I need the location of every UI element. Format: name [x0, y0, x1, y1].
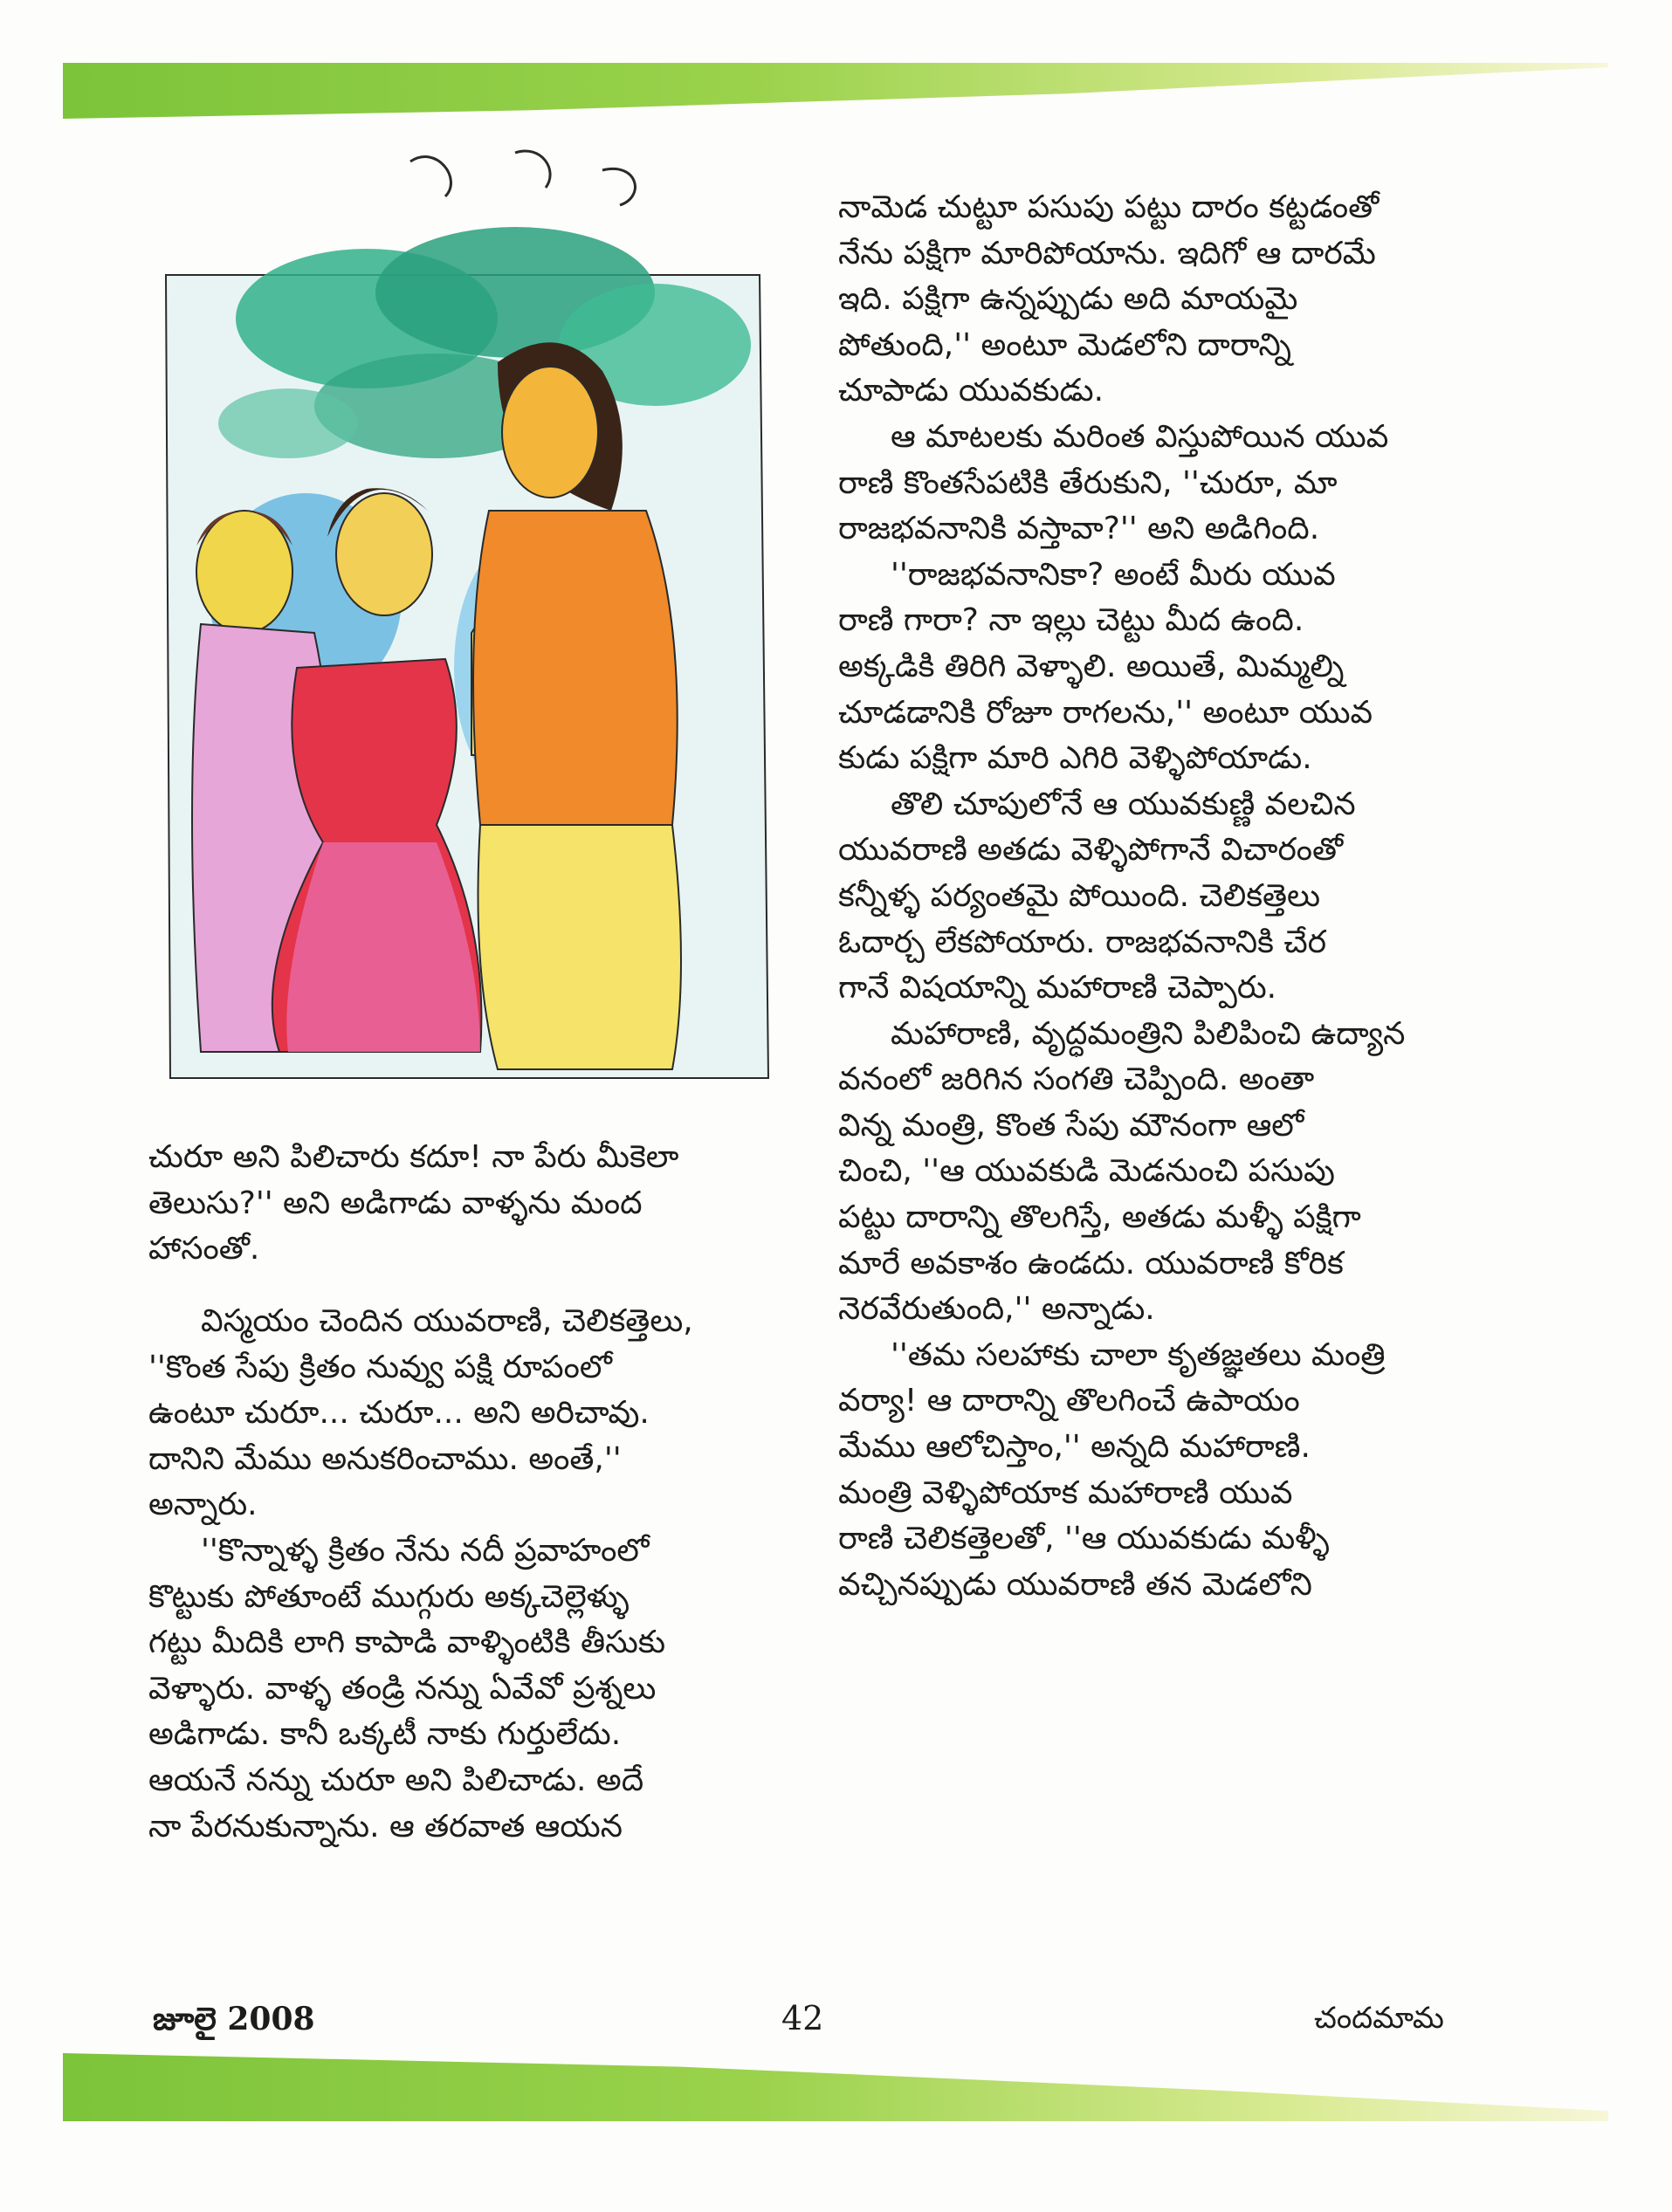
- text-line: మహారాణి, వృద్ధమంత్రిని పిలిపించి ఉద్యాన: [891, 1015, 1406, 1052]
- text-line: పోతుంది,'' అంటూ మెడలోని దారాన్ని: [838, 326, 1291, 363]
- text-line: రాజభవనానికి వస్తావా?'' అని అడిగింది.: [838, 511, 1320, 547]
- text-line: విస్మయం చెందిన యువరాణి, చెలికత్తెలు,: [201, 1303, 693, 1339]
- text-line: యువరాణి అతడు వెళ్ళిపోగానే విచారంతో: [838, 832, 1344, 869]
- text-line: విన్న మంత్రి, కొంత సేపు మౌనంగా ఆలో: [838, 1107, 1304, 1144]
- text-line: పట్టు దారాన్ని తొలగిస్తే, అతడు మళ్ళీ పక్షిగా: [838, 1199, 1361, 1236]
- magazine-name: చందమామ: [1314, 2001, 1444, 2036]
- text-line: వనంలో జరిగిన సంగతి చెప్పింది. అంతా: [838, 1061, 1315, 1098]
- text-line: వచ్చినప్పుడు యువరాణి తన మెడలోని: [838, 1566, 1312, 1603]
- text-line: హాసంతో.: [148, 1231, 260, 1267]
- text-line: నేను పక్షిగా మారిపోయాను. ఇదిగో ఆ దారమే: [838, 235, 1376, 271]
- text-line: ''రాజభవనానికా? అంటే మీరు యువ: [891, 556, 1336, 593]
- text-line: అక్కడికి తిరిగి వెళ్ళాలి. అయితే, మిమ్మల్ని: [838, 648, 1345, 684]
- text-line: రాణి చెలికత్తెలతో, ''ఆ యువకుడు మళ్ళీ: [838, 1521, 1330, 1557]
- text-line: కుడు పక్షిగా మారి ఎగిరి వెళ్ళిపోయాడు.: [838, 740, 1312, 777]
- text-line: మారే అవకాశం ఉండదు. యువరాణి కోరిక: [838, 1245, 1344, 1281]
- text-line: ఆయనే నన్ను చురూ అని పిలిచాడు. అదే: [148, 1762, 644, 1798]
- text-line: గట్టు మీదికి లాగి కాపాడి వాళ్ళింటికి తీసుకు: [148, 1625, 666, 1661]
- text-line: తొలి చూపులోనే ఆ యువకుణ్ణి వలచిన: [891, 786, 1356, 822]
- text-line: కొట్టుకు పోతూంటే ముగ్గురు అక్కచెల్లెళ్ళు: [148, 1578, 630, 1615]
- text-line: చురూ అని పిలిచారు కదూ! నా పేరు మీకెలా: [148, 1139, 679, 1175]
- footer-date: జూలై 2008: [153, 2001, 315, 2037]
- left-column-bottom-text: [148, 1299, 795, 1850]
- text-line: గానే విషయాన్ని మహారాణి చెప్పారు.: [838, 970, 1277, 1006]
- bottom-green-band: [63, 2053, 1608, 2121]
- text-line: నా పేరనుకున్నాను. ఆ తరవాత ఆయన: [148, 1808, 623, 1844]
- text-line: ''కొంత సేపు క్రితం నువ్వు పక్షి రూపంలో: [148, 1349, 612, 1385]
- text-line: దానిని మేము అనుకరించాము. అంతే,'': [148, 1440, 622, 1477]
- text-line: ''కొన్నాళ్ళ క్రితం నేను నదీ ప్రవాహంలో: [201, 1532, 650, 1569]
- text-line: మేము ఆలోచిస్తాం,'' అన్నది మహారాణి.: [838, 1429, 1311, 1466]
- page-number: 42: [781, 1999, 824, 2037]
- story-illustration: [148, 144, 799, 1117]
- text-line: రాణి కొంతసేపటికి తేరుకుని, ''చురూ, మా: [838, 464, 1338, 501]
- text-line: కన్నీళ్ళ పర్యంతమై పోయింది. చెలికత్తెలు: [838, 877, 1321, 914]
- text-line: మంత్రి వెళ్ళిపోయాక మహారాణి యువ: [838, 1474, 1293, 1511]
- text-line: చూడడానికి రోజూ రాగలను,'' అంటూ యువ: [838, 694, 1373, 731]
- text-line: చూపాడు యువకుడు.: [838, 373, 1104, 409]
- text-line: ఉంటూ చురూ... చురూ... అని అరిచావు.: [148, 1395, 650, 1432]
- text-line: ఇది. పక్షిగా ఉన్నప్పుడు అది మాయమై: [838, 281, 1298, 318]
- top-green-band: [63, 63, 1608, 119]
- text-line: తెలుసు?'' అని అడిగాడు వాళ్ళను మంద: [148, 1185, 643, 1221]
- text-line: ''తమ సలహాకు చాలా కృతజ్ఞతలు మంత్రి: [891, 1336, 1386, 1373]
- text-line: ఆ మాటలకు మరింత విస్తుపోయిన యువ: [891, 418, 1389, 455]
- text-line: ఓదార్చ లేకపోయారు. రాజభవనానికి చేర: [838, 924, 1327, 960]
- text-line: వర్యా! ఆ దారాన్ని తొలగించే ఉపాయం: [838, 1383, 1300, 1419]
- left-column-top-text: [148, 1135, 795, 1273]
- illustration-drawing: [148, 144, 799, 1117]
- text-line: అడిగాడు. కానీ ఒక్కటీ నాకు గుర్తులేదు.: [148, 1716, 622, 1753]
- text-line: నెరవేరుతుంది,'' అన్నాడు.: [838, 1291, 1155, 1328]
- text-line: నామెడ చుట్టూ పసుపు పట్టు దారం కట్టడంతో: [838, 189, 1380, 225]
- text-line: చించి, ''ఆ యువకుడి మెడనుంచి పసుపు: [838, 1153, 1335, 1190]
- text-line: వెళ్ళారు. వాళ్ళ తండ్రి నన్ను ఏవేవో ప్రశ్నలు: [148, 1670, 657, 1707]
- text-line: రాణి గారా? నా ఇల్లు చెట్టు మీద ఉంది.: [838, 602, 1304, 639]
- text-line: అన్నారు.: [148, 1487, 258, 1523]
- right-column-text: [838, 185, 1484, 1608]
